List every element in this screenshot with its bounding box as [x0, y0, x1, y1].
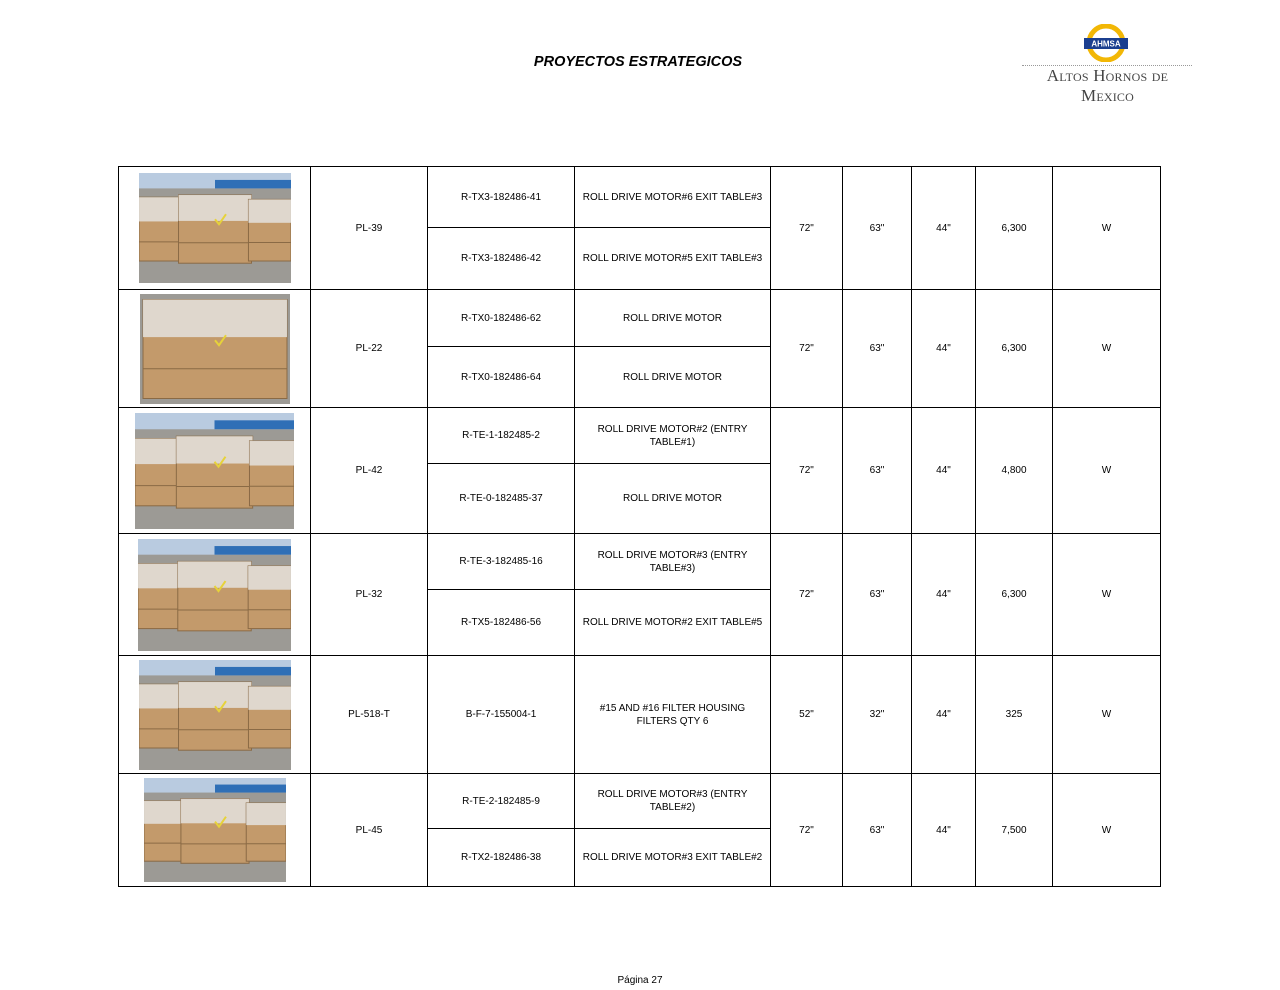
description-cell: ROLL DRIVE MOTOR#3 (ENTRY TABLE#2) — [575, 774, 771, 829]
description-cell: ROLL DRIVE MOTOR#2 (ENTRY TABLE#1) — [575, 408, 771, 464]
description-cell: ROLL DRIVE MOTOR#2 EXIT TABLE#5 — [575, 590, 771, 656]
logo-badge-text: AHMSA — [1091, 39, 1121, 49]
table-row — [119, 656, 1161, 774]
weight-cell: 7,500 — [976, 774, 1053, 887]
page-number: Página 27 — [617, 975, 663, 986]
description-cell: ROLL DRIVE MOTOR — [575, 464, 771, 534]
table-row — [119, 167, 1161, 228]
length-cell: 72" — [771, 167, 843, 290]
weight-cell: 6,300 — [976, 167, 1053, 290]
part-number-cell: R-TX3-182486-41 — [428, 167, 575, 228]
table-row — [119, 774, 1161, 829]
weight-cell: 325 — [976, 656, 1053, 774]
crate-photo — [144, 778, 286, 882]
crate-photo — [139, 173, 291, 283]
weight-cell: 6,300 — [976, 290, 1053, 408]
crate-photo-cell — [119, 534, 311, 656]
width-cell: 63" — [843, 534, 912, 656]
code-cell: W — [1053, 774, 1161, 887]
crate-photo — [138, 539, 291, 651]
length-cell: 52" — [771, 656, 843, 774]
page-title: PROYECTOS ESTRATEGICOS — [533, 54, 743, 70]
part-number-cell: R-TE-1-182485-2 — [428, 408, 575, 464]
part-number-cell: R-TX0-182486-64 — [428, 347, 575, 408]
part-number-cell: B-F-7-155004-1 — [428, 656, 575, 774]
code-cell: W — [1053, 290, 1161, 408]
length-cell: 72" — [771, 534, 843, 656]
crate-photo-cell — [119, 774, 311, 887]
company-logo — [1020, 24, 1195, 105]
crate-photo — [135, 413, 294, 529]
part-number-cell: R-TX0-182486-62 — [428, 290, 575, 347]
width-cell: 32" — [843, 656, 912, 774]
part-number-cell: R-TE-0-182485-37 — [428, 464, 575, 534]
description-cell: ROLL DRIVE MOTOR#3 (ENTRY TABLE#3) — [575, 534, 771, 590]
description-cell: ROLL DRIVE MOTOR — [575, 290, 771, 347]
part-number-cell: R-TX2-182486-38 — [428, 829, 575, 887]
code-cell: W — [1053, 534, 1161, 656]
crate-photo-cell — [119, 290, 311, 408]
part-number-cell: R-TE-2-182485-9 — [428, 774, 575, 829]
crate-photo-cell — [119, 656, 311, 774]
description-cell: ROLL DRIVE MOTOR#6 EXIT TABLE#3 — [575, 167, 771, 228]
width-cell: 63" — [843, 167, 912, 290]
description-cell: ROLL DRIVE MOTOR#5 EXIT TABLE#3 — [575, 228, 771, 290]
description-cell: #15 AND #16 FILTER HOUSING FILTERS QTY 6 — [575, 656, 771, 774]
packing-list-cell: PL-32 — [311, 534, 428, 656]
weight-cell: 4,800 — [976, 408, 1053, 534]
packing-list-cell: PL-39 — [311, 167, 428, 290]
description-cell: ROLL DRIVE MOTOR — [575, 347, 771, 408]
table-row — [119, 534, 1161, 590]
length-cell: 72" — [771, 290, 843, 408]
crate-photo-cell — [119, 408, 311, 534]
height-cell: 44" — [912, 408, 976, 534]
code-cell: W — [1053, 408, 1161, 534]
table-row — [119, 408, 1161, 464]
packing-list-cell: PL-45 — [311, 774, 428, 887]
ahmsa-emblem-icon — [1082, 24, 1130, 62]
packing-list-cell: PL-42 — [311, 408, 428, 534]
part-number-cell: R-TX5-182486-56 — [428, 590, 575, 656]
weight-cell: 6,300 — [976, 534, 1053, 656]
height-cell: 44" — [912, 534, 976, 656]
height-cell: 44" — [912, 774, 976, 887]
width-cell: 63" — [843, 290, 912, 408]
width-cell: 63" — [843, 408, 912, 534]
crate-photo-cell — [119, 167, 311, 290]
code-cell: W — [1053, 656, 1161, 774]
crate-table — [118, 166, 1161, 887]
crate-photo — [140, 294, 290, 404]
table-row — [119, 290, 1161, 347]
length-cell: 72" — [771, 408, 843, 534]
width-cell: 63" — [843, 774, 912, 887]
part-number-cell: R-TE-3-182485-16 — [428, 534, 575, 590]
code-cell: W — [1053, 167, 1161, 290]
length-cell: 72" — [771, 774, 843, 887]
description-cell: ROLL DRIVE MOTOR#3 EXIT TABLE#2 — [575, 829, 771, 887]
height-cell: 44" — [912, 656, 976, 774]
part-number-cell: R-TX3-182486-42 — [428, 228, 575, 290]
packing-list-cell: PL-518-T — [311, 656, 428, 774]
packing-list-cell: PL-22 — [311, 290, 428, 408]
logo-company-name: Altos Hornos de Mexico — [1046, 66, 1169, 105]
height-cell: 44" — [912, 290, 976, 408]
crate-photo — [139, 660, 291, 770]
height-cell: 44" — [912, 167, 976, 290]
